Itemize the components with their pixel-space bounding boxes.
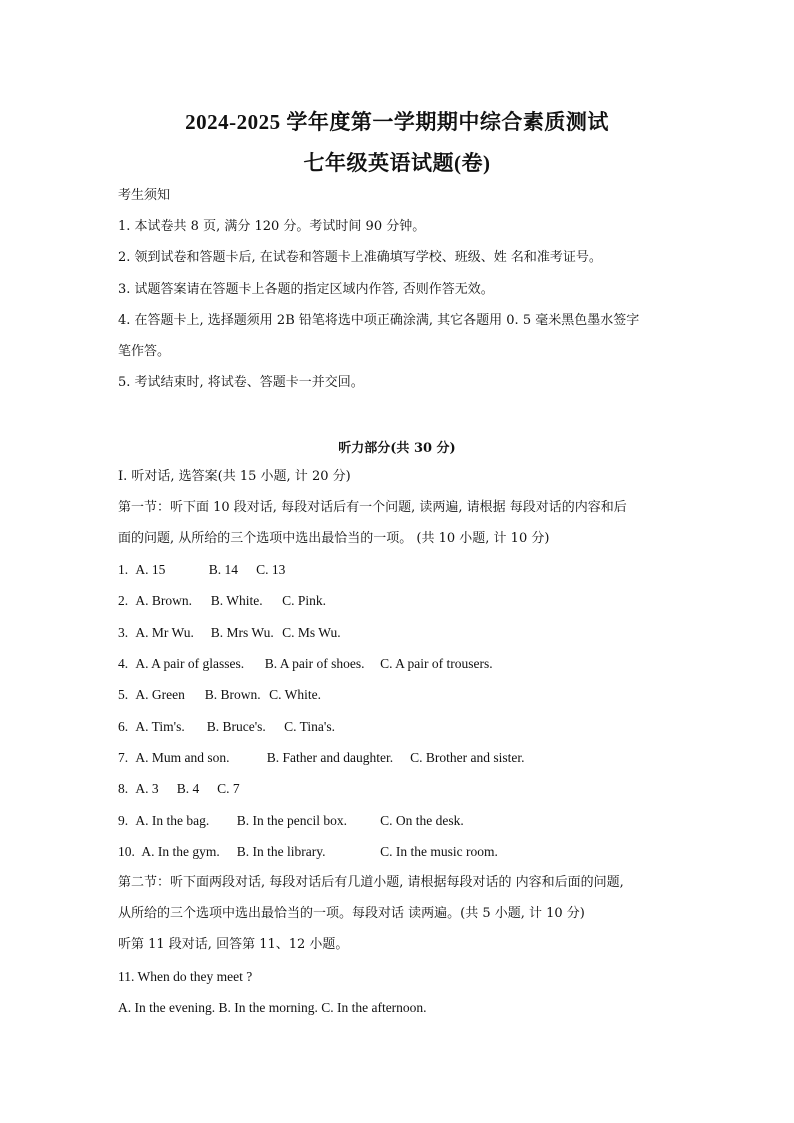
- option-c: C. Tina's.: [284, 719, 335, 734]
- question-7: [118, 750, 688, 766]
- option-b: B. In the library.: [236, 844, 326, 859]
- dialog-11-intro: 听第 11 段对话, 回答第 11、12 小题。: [118, 937, 349, 952]
- option-b: B. 14: [208, 562, 239, 577]
- option-c: C. Ms Wu.: [282, 625, 341, 640]
- option-a: A. 15: [135, 562, 166, 577]
- option-b: B. White.: [210, 593, 263, 608]
- notice-item-1: 1. 本试卷共 8 页, 满分 120 分。考试时间 90 分钟。: [118, 219, 426, 234]
- option-c: C. 13: [256, 562, 286, 577]
- question-2: [118, 593, 688, 609]
- option-a: A. Mum and son.: [135, 750, 230, 765]
- section1-instruction-1: 第一节：听下面 10 段对话, 每段对话后有一个问题, 读两遍, 请根据 每段对话的内容和后: [118, 500, 627, 515]
- option-a: A. 3: [135, 781, 159, 796]
- option-a: A. Mr Wu.: [135, 625, 194, 640]
- option-b: B. In the pencil box.: [236, 813, 347, 828]
- option-a: A. Tim's.: [135, 719, 185, 734]
- option-b: B. Mrs Wu.: [210, 625, 274, 640]
- notice-item-4-cont: 笔作答。: [118, 344, 171, 359]
- option-c: C. White.: [269, 687, 321, 702]
- option-b: B. A pair of shoes.: [264, 656, 365, 671]
- option-b: B. Brown.: [204, 687, 261, 702]
- notice-item-3: 3. 试题答案请在答题卡上各题的指定区域内作答, 否则作答无效。: [118, 282, 494, 297]
- option-a: A. A pair of glasses.: [135, 656, 245, 671]
- option-c: C. 7: [217, 781, 240, 796]
- notice-heading: 考生须知: [118, 188, 171, 203]
- question-number: 1.: [118, 562, 129, 577]
- question-4: [118, 656, 688, 672]
- option-c: C. Pink.: [282, 593, 327, 608]
- exam-title: 2024-2025 学年度第一学期期中综合素质测试: [185, 110, 609, 134]
- question-10: [118, 844, 688, 860]
- question-number: 5.: [118, 687, 129, 702]
- question-5: [118, 687, 688, 703]
- question-11: 11. When do they meet ?: [118, 969, 253, 984]
- section2-instruction-1: 第二节：听下面两段对话, 每段对话后有几道小题, 请根据每段对话的 内容和后面的问题,: [118, 875, 624, 890]
- question-9: [118, 813, 688, 829]
- option-c: C. A pair of trousers.: [380, 656, 493, 671]
- option-b: B. 4: [176, 781, 200, 796]
- question-number: 9.: [118, 813, 129, 828]
- notice-item-4: 4. 在答题卡上, 选择题须用 2B 铅笔将选中项正确涂满, 其它各题用 0. 5 毫米黑色墨水签字: [118, 313, 640, 328]
- question-number: 6.: [118, 719, 129, 734]
- question-number: 3.: [118, 625, 129, 640]
- section1-instruction-2: 面的问题, 从所给的三个选项中选出最恰当的一项。 (共 10 小题, 计 10 分): [118, 531, 550, 546]
- question-6: [118, 719, 688, 735]
- exam-subtitle: 七年级英语试题(卷): [303, 151, 491, 175]
- option-a: A. Brown.: [135, 593, 192, 608]
- question-number: 10.: [118, 844, 135, 859]
- notice-item-2: 2. 领到试卷和答题卡后, 在试卷和答题卡上准确填写学校、班级、姓 名和准考证号。: [118, 250, 602, 265]
- question-number: 8.: [118, 781, 129, 796]
- option-a: A. Green: [135, 687, 185, 702]
- question-number: 2.: [118, 593, 129, 608]
- option-a: A. In the gym.: [141, 844, 220, 859]
- question-11-options: A. In the evening. B. In the morning. C. In the afternoon.: [118, 1000, 427, 1015]
- listening-section-title: 听力部分(共 30 分): [338, 441, 456, 456]
- part1-title: I. 听对话, 选答案(共 15 小题, 计 20 分): [118, 469, 351, 484]
- question-number: 7.: [118, 750, 129, 765]
- option-b: B. Bruce's.: [206, 719, 266, 734]
- option-c: C. In the music room.: [380, 844, 498, 859]
- question-8: [118, 781, 688, 797]
- section2-instruction-2: 从所给的三个选项中选出最恰当的一项。每段对话 读两遍。(共 5 小题, 计 10 分): [118, 906, 585, 921]
- option-c: C. Brother and sister.: [410, 750, 525, 765]
- question-3: [118, 625, 688, 641]
- question-1: [118, 562, 688, 578]
- option-b: B. Father and daughter.: [266, 750, 394, 765]
- option-a: A. In the bag.: [135, 813, 210, 828]
- notice-item-5: 5. 考试结束时, 将试卷、答题卡一并交回。: [118, 375, 364, 390]
- option-c: C. On the desk.: [380, 813, 464, 828]
- question-number: 4.: [118, 656, 129, 671]
